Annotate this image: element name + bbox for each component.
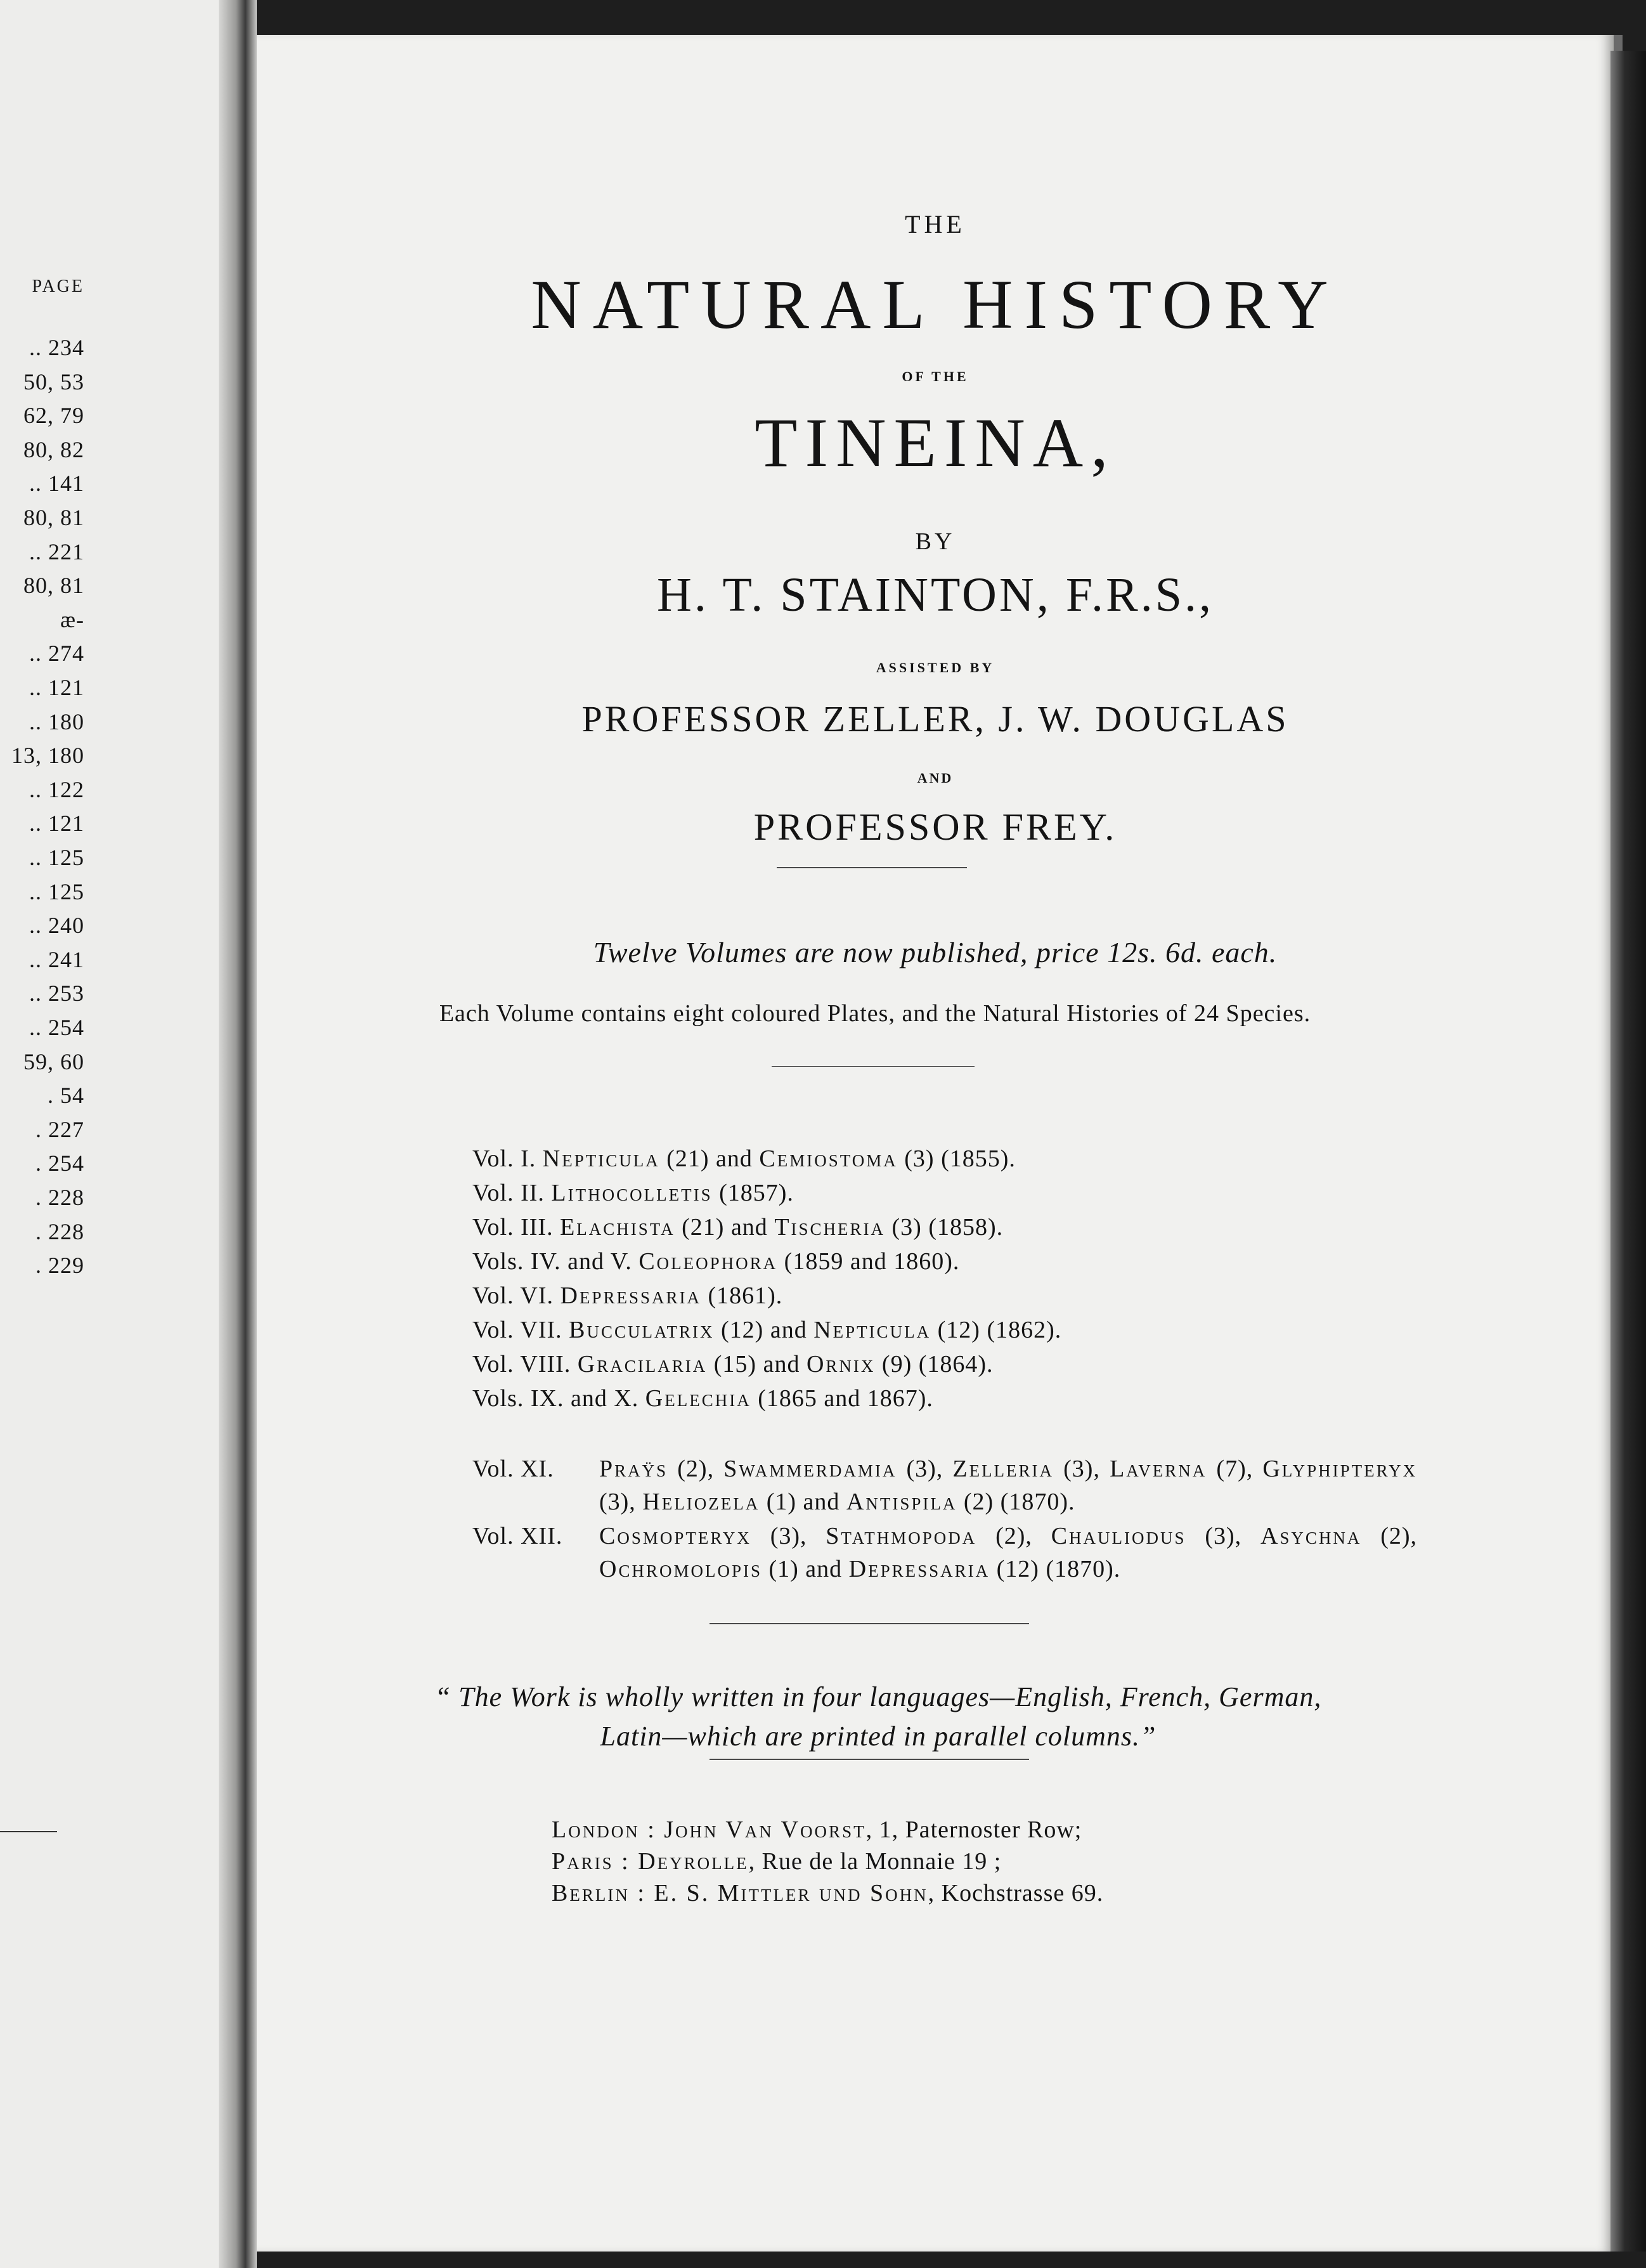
index-page-ref: .. 253 [29, 981, 84, 1006]
volume-description: Depressaria (1861). [560, 1282, 783, 1309]
index-page-ref: . 227 [36, 1117, 84, 1142]
volume-entry [472, 1347, 1379, 1381]
divider-rule [777, 867, 967, 868]
index-page-ref: .. 121 [29, 675, 84, 700]
volume-description: Nepticula (21) and Cemiostoma (3) (1855). [542, 1145, 1016, 1172]
volume-description: Lithocolletis (1857). [551, 1180, 794, 1206]
volumes-tagline: Twelve Volumes are now published, price 12s. 6d. each. [593, 936, 1278, 968]
index-page-ref: .. 241 [29, 947, 84, 972]
volume-label: Vols. IX. and X. [472, 1385, 645, 1412]
index-page-ref: 59, 60 [23, 1049, 84, 1074]
volume-entry [472, 1313, 1379, 1347]
assisted-by: ASSISTED BY [876, 660, 995, 675]
index-page-ref: . 229 [36, 1253, 84, 1278]
index-page-ref: .. 254 [29, 1015, 84, 1040]
imprint-line: Paris : Deyrolle, Rue de la Monnaie 19 ; [552, 1848, 1002, 1875]
index-page-ref: .. 122 [29, 777, 84, 802]
divider-rule [710, 1623, 1029, 1624]
volume-entry [472, 1279, 1379, 1313]
volume-description: Cosmopteryx (3), Stathmopoda (2), Chauliodus (3), Asychna (2), Ochromolopis (1) and Depressaria (12) (1870). [599, 1523, 1418, 1582]
volume-description: Elachista (21) and Tischeria (3) (1858). [560, 1214, 1004, 1241]
volume-contents-note: Each Volume contains eight coloured Plates, and the Natural Histories of 24 Species. [439, 1000, 1311, 1027]
divider-rule [710, 1759, 1029, 1760]
volume-list [472, 1142, 1379, 1416]
index-page-ref: . 228 [36, 1219, 84, 1244]
volume-label: Vols. IV. and V. [472, 1248, 639, 1275]
imprint-line: Berlin : E. S. Mittler und Sohn, Kochstrasse 69. [552, 1880, 1104, 1906]
assistant-names: PROFESSOR ZELLER, J. W. DOUGLAS [581, 698, 1289, 740]
author-name: H. T. STAINTON, F.R.S., [657, 568, 1214, 622]
index-page-ref: .. 125 [29, 845, 84, 870]
assistant-last: PROFESSOR FREY. [753, 806, 1117, 848]
index-page-ref: . 228 [36, 1185, 84, 1210]
volume-description: Coleophora (1859 and 1860). [638, 1248, 960, 1275]
volume-label: Vol. II. [472, 1180, 552, 1206]
index-page-ref: 80, 81 [23, 573, 84, 598]
index-page-ref: 62, 79 [23, 403, 84, 428]
imprint-line: London : John Van Voorst, 1, Paternoster Row; [552, 1816, 1082, 1843]
index-page-ref: . 254 [36, 1150, 84, 1176]
volume-entry [472, 1244, 1379, 1279]
index-page-ref: . 54 [48, 1083, 84, 1108]
volume-list-later [472, 1452, 1417, 1587]
index-page-ref: .. 141 [29, 471, 84, 496]
title-the: THE [905, 210, 966, 238]
volume-description: Gelechia (1865 and 1867). [645, 1385, 933, 1412]
volume-entry [472, 1142, 1379, 1176]
volume-label: Vol. I. [472, 1145, 543, 1172]
index-page-ref: .. 121 [29, 811, 84, 836]
volume-entry [472, 1452, 1417, 1518]
book-gutter [219, 0, 257, 2268]
title-and: AND [917, 770, 954, 786]
volume-entry [472, 1176, 1379, 1210]
index-page-ref: .. 125 [29, 879, 84, 904]
volume-label: Vol. III. [472, 1214, 561, 1241]
index-page-ref: .. 180 [29, 709, 84, 734]
divider-rule [772, 1066, 975, 1067]
title-by: BY [915, 528, 956, 555]
volume-entry [472, 1381, 1379, 1416]
volume-label: Vol. XI. [472, 1456, 554, 1482]
title-subject: TINEINA, [755, 404, 1116, 481]
index-page-ref: .. 240 [29, 913, 84, 938]
publisher-imprint [552, 1814, 1376, 1909]
index-page-ref: æ- [60, 607, 84, 632]
index-page-ref: 80, 81 [23, 505, 84, 530]
index-page-numbers [0, 0, 219, 2268]
volume-label: Vol. VI. [472, 1282, 561, 1309]
index-page-ref: .. 221 [29, 539, 84, 564]
title-main: NATURAL HISTORY [531, 266, 1340, 343]
index-page-ref: 13, 180 [11, 743, 84, 768]
index-page-ref: .. 234 [29, 335, 84, 360]
volume-entry [472, 1520, 1417, 1586]
index-page-ref: 80, 82 [23, 437, 84, 462]
title-of-the: OF THE [902, 368, 969, 384]
volume-label: Vol. VIII. [472, 1351, 578, 1378]
volume-description: Praÿs (2), Swammerdamia (3), Zelleria (3), Laverna (7), Glyphipteryx (3), Heliozela (1) and Antispila (2) (1870). [599, 1456, 1418, 1515]
volume-label: Vol. XII. [472, 1523, 563, 1549]
volume-entry [472, 1210, 1379, 1244]
page-column-heading: PAGE [32, 277, 84, 296]
page-edge-shadow [1610, 51, 1646, 2252]
left-page-rule [0, 1831, 57, 1832]
left-page-fragment [0, 0, 219, 2268]
index-page-ref: .. 274 [29, 641, 84, 666]
title-page [257, 35, 1623, 2252]
index-page-ref: 50, 53 [23, 369, 84, 394]
volume-description: Gracilaria (15) and Ornix (9) (1864). [577, 1351, 994, 1378]
languages-quote: “ The Work is wholly written in four languages—English, French, German, Latin—which are printed in parallel columns.” [434, 1681, 1322, 1752]
volume-description: Bucculatrix (12) and Nepticula (12) (1862). [569, 1317, 1062, 1343]
volume-label: Vol. VII. [472, 1317, 569, 1343]
